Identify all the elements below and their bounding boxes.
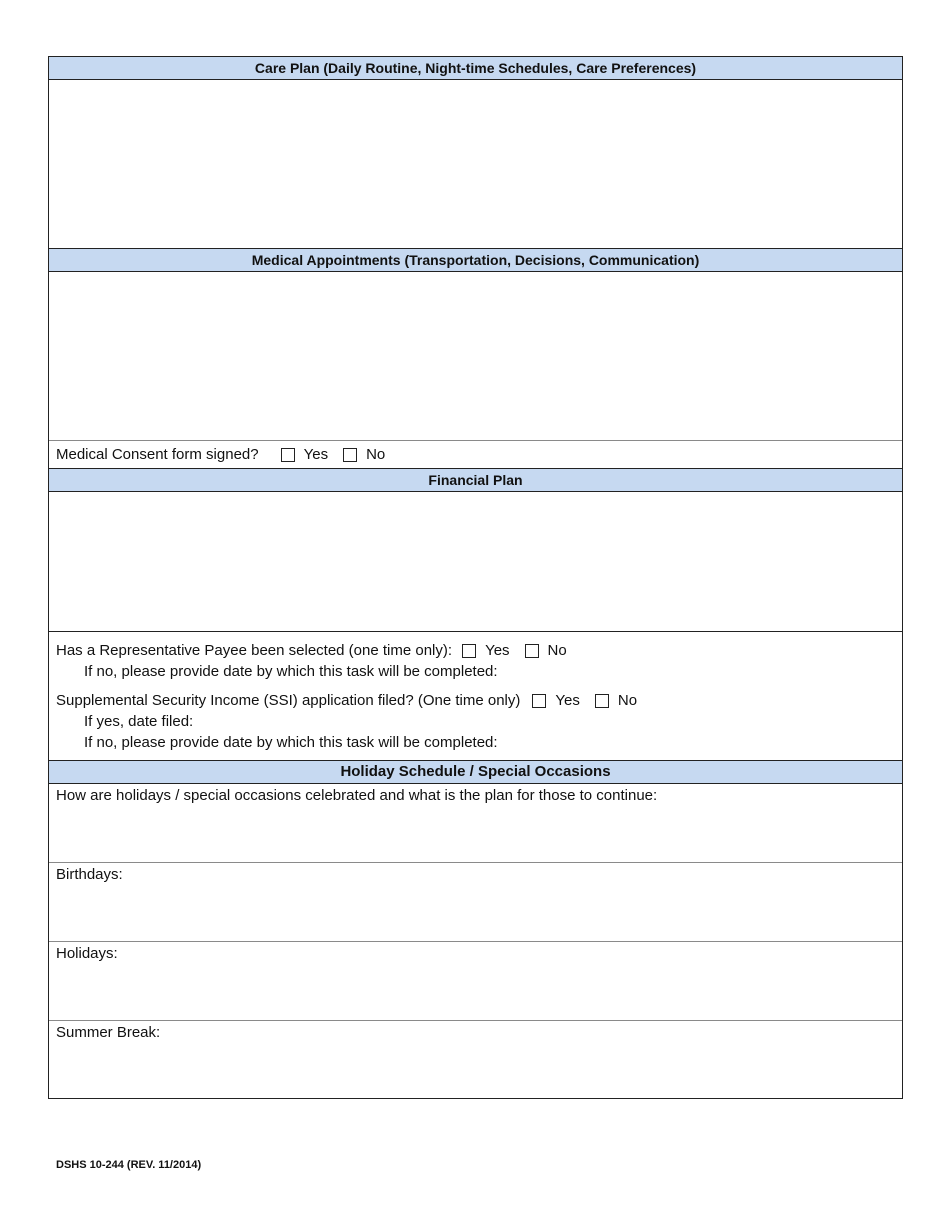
medical-appointments-header: Medical Appointments (Transportation, Decisions, Communication): [49, 249, 902, 272]
medical-consent-no-checkbox[interactable]: [343, 448, 357, 462]
summer-break-field[interactable]: [49, 1021, 902, 1098]
summer-break-label: Summer Break:: [56, 1024, 161, 1041]
ssi-no-option[interactable]: [595, 690, 637, 711]
ssi-yes-checkbox[interactable]: [532, 694, 546, 708]
care-plan-header: Care Plan (Daily Routine, Night-time Schedules, Care Preferences): [49, 57, 902, 80]
medical-consent-no-label: No: [366, 446, 386, 463]
financial-plan-section: [49, 492, 902, 632]
medical-consent-yes-checkbox[interactable]: [281, 448, 295, 462]
holiday-schedule-header: Holiday Schedule / Special Occasions: [49, 761, 902, 784]
representative-payee-question: Has a Representative Payee been selected (one time only):: [56, 642, 453, 659]
holiday-celebration-field[interactable]: [49, 784, 902, 863]
representative-payee-row: [49, 640, 902, 661]
ssi-question: Supplemental Security Income (SSI) application filed? (One time only): [56, 692, 521, 709]
medical-consent-yes-option[interactable]: [281, 446, 328, 463]
form-id-footer: DSHS 10-244 (REV. 11/2014): [56, 1159, 202, 1171]
ssi-yes-label: Yes: [555, 692, 580, 709]
medical-appointments-input[interactable]: [49, 272, 902, 440]
holidays-field[interactable]: [49, 942, 902, 1021]
payee-yes-label: Yes: [485, 642, 510, 659]
birthdays-label: Birthdays:: [56, 866, 123, 883]
payee-no-option[interactable]: [525, 640, 567, 661]
payee-if-no-text: If no, please provide date by which this task will be completed:: [84, 663, 498, 680]
holidays-label: Holidays:: [56, 945, 118, 962]
care-plan-input[interactable]: [49, 80, 902, 248]
financial-questions: [49, 632, 902, 761]
ssi-row: [49, 690, 902, 711]
medical-consent-no-option[interactable]: [343, 446, 385, 463]
medical-appointments-section: [49, 272, 902, 441]
payee-no-checkbox[interactable]: [525, 644, 539, 658]
financial-plan-input[interactable]: [49, 492, 902, 631]
medical-consent-yes-label: Yes: [303, 446, 329, 463]
ssi-yes-option[interactable]: [532, 690, 579, 711]
ssi-if-no-text: If no, please provide date by which this task will be completed:: [84, 734, 498, 751]
payee-no-label: No: [547, 642, 567, 659]
birthdays-field[interactable]: [49, 863, 902, 942]
form-table: [48, 56, 903, 1099]
care-plan-section: [49, 80, 902, 249]
financial-plan-header: Financial Plan: [49, 469, 902, 492]
medical-consent-label: Medical Consent form signed?: [56, 446, 259, 463]
payee-yes-checkbox[interactable]: [462, 644, 476, 658]
ssi-if-yes-text: If yes, date filed:: [84, 713, 194, 730]
payee-yes-option[interactable]: [462, 640, 509, 661]
holiday-celebration-label: How are holidays / special occasions celebrated and what is the plan for those to continue:: [56, 787, 658, 804]
ssi-no-checkbox[interactable]: [595, 694, 609, 708]
ssi-no-label: No: [617, 692, 638, 709]
medical-consent-row: [49, 441, 902, 469]
